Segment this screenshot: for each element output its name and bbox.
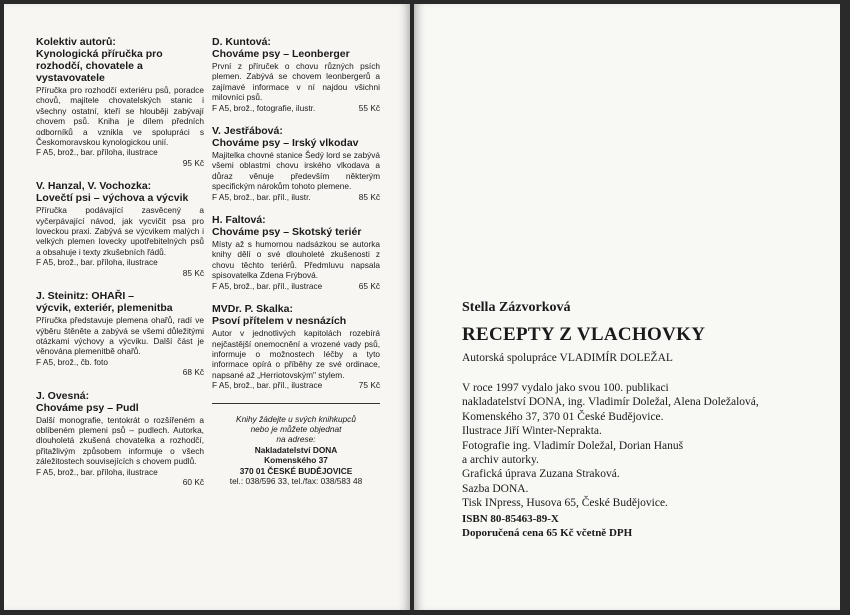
- entry-title: Chováme psy – Irský vlkodav: [212, 137, 359, 150]
- entry-format: F A5, brož., bar. příloha, ilustrace: [36, 466, 158, 477]
- imprint-line: nakladatelství DONA, ing. Vladimír Doležal, Alena Doležalová,: [462, 396, 759, 409]
- entry-price: 55 Kč: [358, 102, 380, 113]
- catalog-entry: [212, 214, 380, 291]
- entry-author: Kolektiv autorů:: [36, 36, 116, 48]
- catalog-column-2: [212, 36, 380, 486]
- entry-format: F A5, brož., bar. příl., ilustr.: [212, 191, 311, 202]
- entry-title: Psoví přítelem v nesnázích: [212, 315, 347, 328]
- entry-price: 60 Kč: [182, 476, 204, 487]
- publisher-phone: tel.: 038/596 33, tel./fax: 038/583 48: [229, 475, 363, 486]
- book-title: RECEPTY Z VLACHOVKY: [462, 324, 706, 345]
- entry-price: 85 Kč: [358, 191, 380, 202]
- entry-author: V. Hanzal, V. Vochozka:: [36, 180, 152, 193]
- entry-description: Majitelka chovné stanice Šedý lord se zabývá všemi oblastmi chovu irského vlkodava a důraz věnuje především některým specifickým nárokům tohoto plemene.: [212, 150, 380, 192]
- catalog-entry: [36, 180, 204, 278]
- order-line: nebo je můžete objednat: [250, 423, 342, 434]
- divider: [212, 403, 380, 404]
- entry-author: MVDr. P. Skalka:: [212, 303, 293, 316]
- left-page: [4, 4, 410, 610]
- entry-title: Kynologická příručka pro rozhodčí, chovatele a vystavovatele: [36, 48, 163, 84]
- entry-format-price: [212, 192, 380, 202]
- publisher-city: 370 01 ČESKÉ BUDĚJOVICE: [239, 465, 353, 476]
- order-info: [212, 414, 380, 487]
- entry-format: F A5, brož., bar. příloha, ilustrace: [36, 147, 158, 158]
- imprint-line: a archiv autorky.: [462, 454, 539, 467]
- entry-format: F A5, brož., bar. příloha, ilustrace: [36, 257, 158, 268]
- entry-price: 75 Kč: [358, 380, 380, 391]
- entry-title: Chováme psy – Leonberger: [212, 48, 350, 60]
- catalog-entry: [212, 125, 380, 202]
- publisher-name: Nakladatelství DONA: [254, 444, 338, 455]
- entry-price: 65 Kč: [358, 280, 380, 291]
- entry-author: D. Kuntová:: [212, 36, 271, 48]
- entry-price: 85 Kč: [182, 267, 204, 278]
- entry-description: První z příruček o chovu různých psích plemen. Zabývá se chovem leonbergerů a zajímavé informace v ní najdou všichni milovníci psů.: [212, 61, 380, 103]
- entry-title: Chováme psy – Skotský teriér: [212, 226, 362, 239]
- publisher-street: Komenského 37: [264, 455, 328, 466]
- catalog-entry: [36, 390, 204, 488]
- book-coauthor: Autorská spolupráce VLADIMÍR DOLEŽAL: [462, 352, 673, 364]
- imprint-line: Tisk INpress, Husova 65, České Budějovice.: [462, 497, 668, 510]
- entry-format: F A5, brož., bar. příl., ilustrace: [212, 280, 323, 291]
- entry-title: výcvik, exteriér, plemenitba: [36, 302, 173, 315]
- entry-price: 95 Kč: [182, 157, 204, 168]
- entry-author: H. Faltová:: [212, 214, 266, 227]
- entry-description: Místy až s humornou nadsázkou se autorka knihy dělí o své dlouholeté zkušenosti z chovu těchto teriérů. Předmluvu napsala spisovatelka Zdena Frýbová.: [212, 239, 380, 281]
- isbn: ISBN 80-85463-89-X: [462, 513, 559, 525]
- entry-format-price: [212, 103, 380, 113]
- entry-description: Příručka pro rozhodčí exteriéru psů, poradce chovů, majitele chovatelských stanic i všechny ostatní, kteří se hlouběji zabývají chovem psů. Kniha je dílem předních odborníků a vznikla ve spolupráci s Českomoravskou kynologickou unií.: [36, 85, 204, 148]
- isbn-block: [462, 512, 832, 540]
- entry-format: F A5, brož., bar. příl., ilustrace: [212, 380, 323, 391]
- entry-title: Lovečtí psi – výchova a výcvik: [36, 192, 189, 205]
- recommended-price: Doporučená cena 65 Kč včetně DPH: [462, 527, 633, 539]
- entry-author: J. Ovesná:: [36, 389, 90, 402]
- catalog-column-1: [36, 36, 204, 499]
- entry-description: Další monografie, tentokrát o rozšířeném a oblíbeném plemeni psů – pudlech. Autorka, dlouholetá zkušená chovatelka a rozhodčí, přitažlivým způsobem informuje o všech záležitostech souvisejících s chovem pudlů.: [36, 414, 204, 467]
- imprint-block: [462, 381, 832, 511]
- entry-format-price: [212, 380, 380, 390]
- order-line: na adrese:: [276, 434, 316, 445]
- entry-description: Autor v jednotlivých kapitolách rozebírá nejčastější onemocnění a vrozené vady psů, informuje o možnostech léčby a tyto informace opírá o příběhy ze své ordinace, napsané až „Herriotovským" stylem.: [212, 328, 380, 380]
- entry-title: Chováme psy – Pudl: [36, 401, 139, 414]
- imprint-line: Komenského 37, 370 01 České Budějovice.: [462, 410, 664, 423]
- entry-format: F A5, brož., fotografie, ilustr.: [212, 102, 316, 113]
- entry-format: F A5, brož., čb. foto: [36, 356, 108, 367]
- entry-author: J. Steinitz: OHAŘI –: [36, 290, 135, 303]
- catalog-entry: [212, 303, 380, 390]
- entry-description: Příručka podávající zasvěcený a vyčerpávající návod, jak vycvičit psa pro loveckou praxi. Zabývá se výcvikem malých i velkých plemen lovecky upotřebitelných psů a obsahuje i texty zkušebních řádů.: [36, 205, 204, 257]
- imprint-line: Sazba DONA.: [462, 482, 529, 495]
- right-page: [414, 4, 840, 610]
- entry-description: Příručka představuje plemena ohařů, radí ve výběru štěněte a zabývá se všemi důležitými otázkami výchovy a výcviku. Další část je věnována plemenitbě ohařů.: [36, 315, 204, 357]
- imprint-line: Ilustrace Jiří Winter-Neprakta.: [462, 425, 602, 438]
- entry-format-price: [212, 281, 380, 291]
- order-line: Knihy žádejte u svých knihkupců: [236, 413, 356, 424]
- entry-price: 68 Kč: [182, 367, 204, 378]
- catalog-entry: [36, 290, 204, 377]
- entry-author: V. Jestřábová:: [212, 125, 283, 138]
- book-author: Stella Zázvorková: [462, 300, 571, 315]
- catalog-entry: [36, 36, 204, 168]
- catalog-entry: [212, 36, 380, 113]
- imprint-line: V roce 1997 vydalo jako svou 100. publikaci: [462, 382, 669, 394]
- imprint-line: Grafická úprava Zuzana Straková.: [462, 468, 620, 481]
- imprint-line: Fotografie ing. Vladimír Doležal, Dorian Hanuš: [462, 439, 684, 452]
